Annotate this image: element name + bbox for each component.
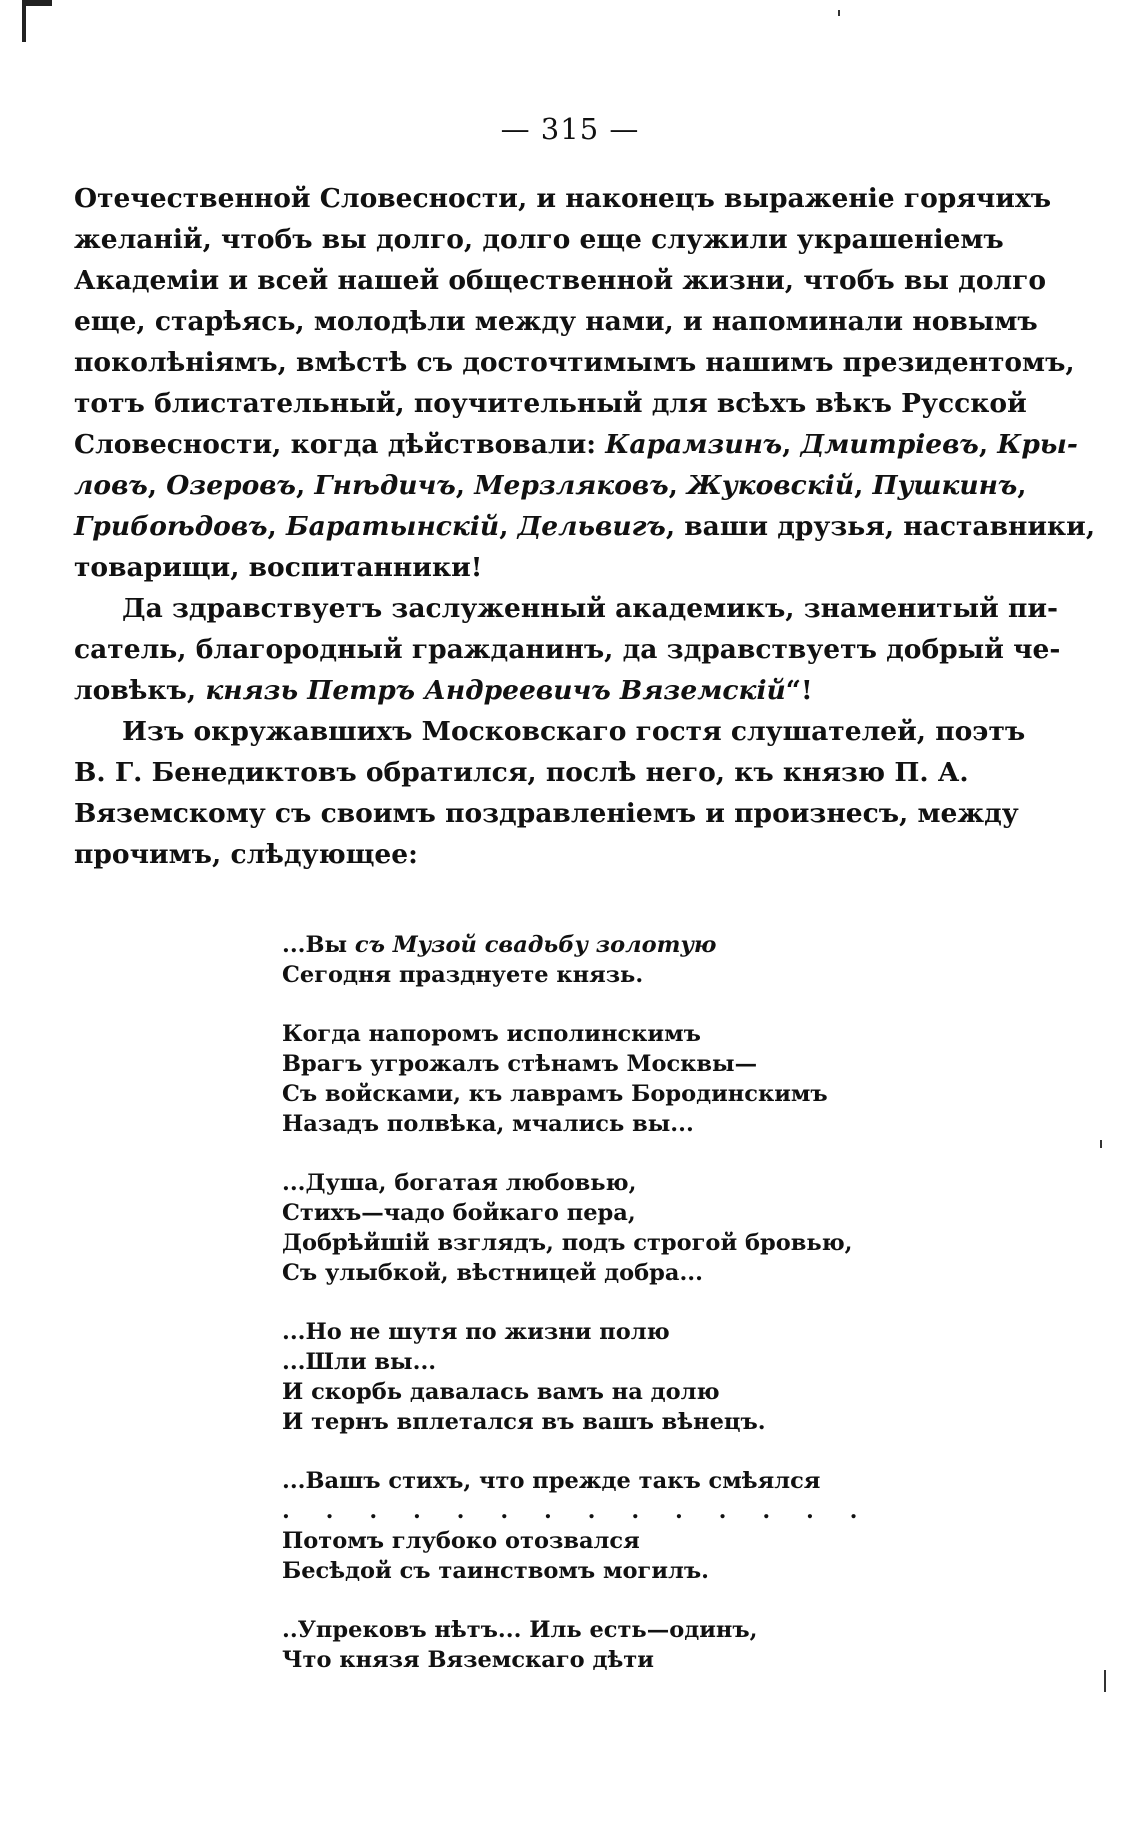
text-segment: ,	[668, 470, 688, 501]
text-line	[282, 1466, 902, 1496]
text-line	[74, 383, 1027, 424]
text-segment: И тернъ вплетался въ вашъ вѣнецъ.	[282, 1409, 766, 1435]
text-segment: “!	[785, 675, 813, 706]
text-line	[74, 342, 1075, 383]
text-line	[74, 465, 1027, 506]
text-line	[282, 1168, 902, 1198]
text-line	[282, 1228, 902, 1258]
italic-name: Грибоѣдовъ	[74, 511, 268, 542]
scan-speck	[1100, 1140, 1102, 1148]
italic-name: ловъ	[74, 470, 148, 501]
text-segment: Академіи и всей нашей общественной жизни, чтобъ вы долго	[74, 265, 1047, 296]
poem-excerpt	[282, 930, 902, 1704]
text-segment: ,	[1017, 470, 1027, 501]
text-line	[74, 670, 938, 711]
text-line	[282, 960, 902, 990]
text-line	[282, 1407, 902, 1437]
text-segment: ,	[295, 470, 315, 501]
text-segment: ...Но не шутя по жизни полю	[282, 1319, 670, 1345]
italic-name: князь Петръ Андреевичъ Вяземскій	[205, 675, 786, 706]
poem-stanza	[282, 1019, 902, 1139]
text-segment: Да здравствуетъ заслуженный академикъ, знаменитый пи-	[122, 593, 1059, 624]
text-line	[74, 219, 1004, 260]
text-segment: товарищи, воспитанники!	[74, 552, 483, 583]
text-segment: сатель, благородный гражданинъ, да здравствуетъ добрый че-	[74, 634, 1061, 665]
italic-name: Карамзинъ	[605, 429, 783, 460]
poem-stanza	[282, 1317, 902, 1437]
scan-corner-mark	[22, 0, 26, 42]
italic-name: Гнѣдичъ	[314, 470, 456, 501]
text-line	[74, 506, 1096, 547]
page-number: — 315 —	[500, 112, 640, 146]
text-segment: ...Вы	[282, 932, 355, 958]
text-segment: ,	[978, 429, 998, 460]
text-line	[282, 1556, 902, 1586]
text-line	[74, 588, 1059, 629]
poem-stanza	[282, 930, 902, 990]
text-segment: Потомъ глубоко отозвался	[282, 1528, 640, 1554]
text-segment: ..Упрековъ нѣтъ... Иль есть—одинъ,	[282, 1617, 758, 1643]
text-segment: Сегодня празднуете князь.	[282, 962, 644, 988]
text-segment: ...Душа, богатая любовью,	[282, 1170, 637, 1196]
italic-name: Баратынскій	[285, 511, 500, 542]
text-segment: ,	[267, 511, 286, 542]
text-segment: Изъ окружавшихъ Московскаго гостя слушателей, поэтъ	[122, 716, 1026, 747]
text-segment: ,	[782, 429, 801, 460]
text-line	[282, 1645, 902, 1675]
italic-name: Кры-	[997, 429, 1078, 460]
text-line	[74, 178, 1052, 219]
text-line	[282, 1079, 902, 1109]
text-segment: ловѣкъ,	[74, 675, 206, 706]
italic-name: Дмитріевъ	[800, 429, 979, 460]
text-segment: ,	[455, 470, 475, 501]
text-line	[74, 260, 1047, 301]
text-segment: Врагъ угрожалъ стѣнамъ Москвы—	[282, 1051, 758, 1077]
scan-corner-mark	[22, 0, 52, 6]
text-line	[282, 1109, 902, 1139]
text-line	[282, 930, 902, 960]
text-segment: Отечественной Словесности, и наконецъ выраженіе горячихъ	[74, 183, 1052, 214]
text-segment: еще, старѣясь, молодѣли между нами, и напоминали новымъ	[74, 306, 1038, 337]
italic-name: Озеровъ	[166, 470, 296, 501]
text-line	[74, 752, 969, 793]
text-line	[74, 424, 1078, 465]
text-segment: поколѣніямъ, вмѣстѣ съ досточтимымъ нашимъ президентомъ,	[74, 347, 1075, 378]
text-line	[282, 1526, 902, 1556]
text-segment: Что князя Вяземскаго дѣти	[282, 1647, 654, 1673]
italic-name: Дельвигъ	[517, 511, 666, 542]
text-line	[74, 301, 1038, 342]
text-segment: Стихъ—чадо бойкаго пера,	[282, 1200, 636, 1226]
italic-name: Пушкинъ	[872, 470, 1018, 501]
text-segment: прочимъ, слѣдующее:	[74, 839, 418, 870]
text-segment: Назадъ полвѣка, мчались вы...	[282, 1111, 694, 1137]
text-segment: Добрѣйшій взглядъ, подъ строгой бровью,	[282, 1230, 853, 1256]
text-segment: желаній, чтобъ вы долго, долго еще служили украшеніемъ	[74, 224, 1004, 255]
prose-paragraphs	[74, 178, 1096, 875]
text-segment: тотъ блистательный, поучительный для всѣхъ вѣкъ Русской	[74, 388, 1027, 419]
text-line	[282, 1317, 902, 1347]
text-line	[282, 1198, 902, 1228]
text-segment: Вяземскому съ своимъ поздравленіемъ и произнесъ, между	[74, 798, 1019, 829]
text-segment: . . . . . . . . . . . . . .	[282, 1498, 872, 1524]
scan-speck	[838, 10, 840, 16]
text-line	[74, 793, 1019, 834]
text-line	[282, 1496, 902, 1526]
text-segment: Словесности, когда дѣйствовали:	[74, 429, 606, 460]
italic-name: съ Музой свадьбу золотую	[354, 932, 717, 958]
poem-stanza	[282, 1615, 902, 1675]
text-segment: В. Г. Бенедиктовъ обратился, послѣ него, къ князю П. А.	[74, 757, 969, 788]
text-segment: ,	[854, 470, 873, 501]
text-line	[74, 547, 938, 588]
text-segment: Съ улыбкой, вѣстницей добра...	[282, 1260, 703, 1286]
text-line	[282, 1615, 902, 1645]
text-segment: ...Вашъ стихъ, что прежде такъ смѣялся	[282, 1468, 821, 1494]
text-line	[74, 711, 1026, 752]
text-line	[74, 629, 1061, 670]
scan-speck	[1104, 1670, 1106, 1692]
text-segment: ,	[499, 511, 518, 542]
text-segment: ...Шли вы...	[282, 1349, 437, 1375]
text-segment: Бесѣдой съ таинствомъ могилъ.	[282, 1558, 709, 1584]
text-line	[282, 1347, 902, 1377]
italic-name: Мерзляковъ	[474, 470, 669, 501]
text-segment: ,	[147, 470, 167, 501]
text-line	[282, 1258, 902, 1288]
text-line	[282, 1377, 902, 1407]
text-segment: И скорбь давалась вамъ на долю	[282, 1379, 720, 1405]
text-segment: , ваши друзья, наставники,	[665, 511, 1096, 542]
italic-name: Жуковскій	[687, 470, 855, 501]
poem-stanza	[282, 1466, 902, 1586]
text-line	[282, 1019, 902, 1049]
text-line	[282, 1049, 902, 1079]
text-segment: Когда напоромъ исполинскимъ	[282, 1021, 701, 1047]
poem-stanza	[282, 1168, 902, 1288]
text-line	[74, 834, 938, 875]
text-segment: Съ войсками, къ лаврамъ Бородинскимъ	[282, 1081, 828, 1107]
